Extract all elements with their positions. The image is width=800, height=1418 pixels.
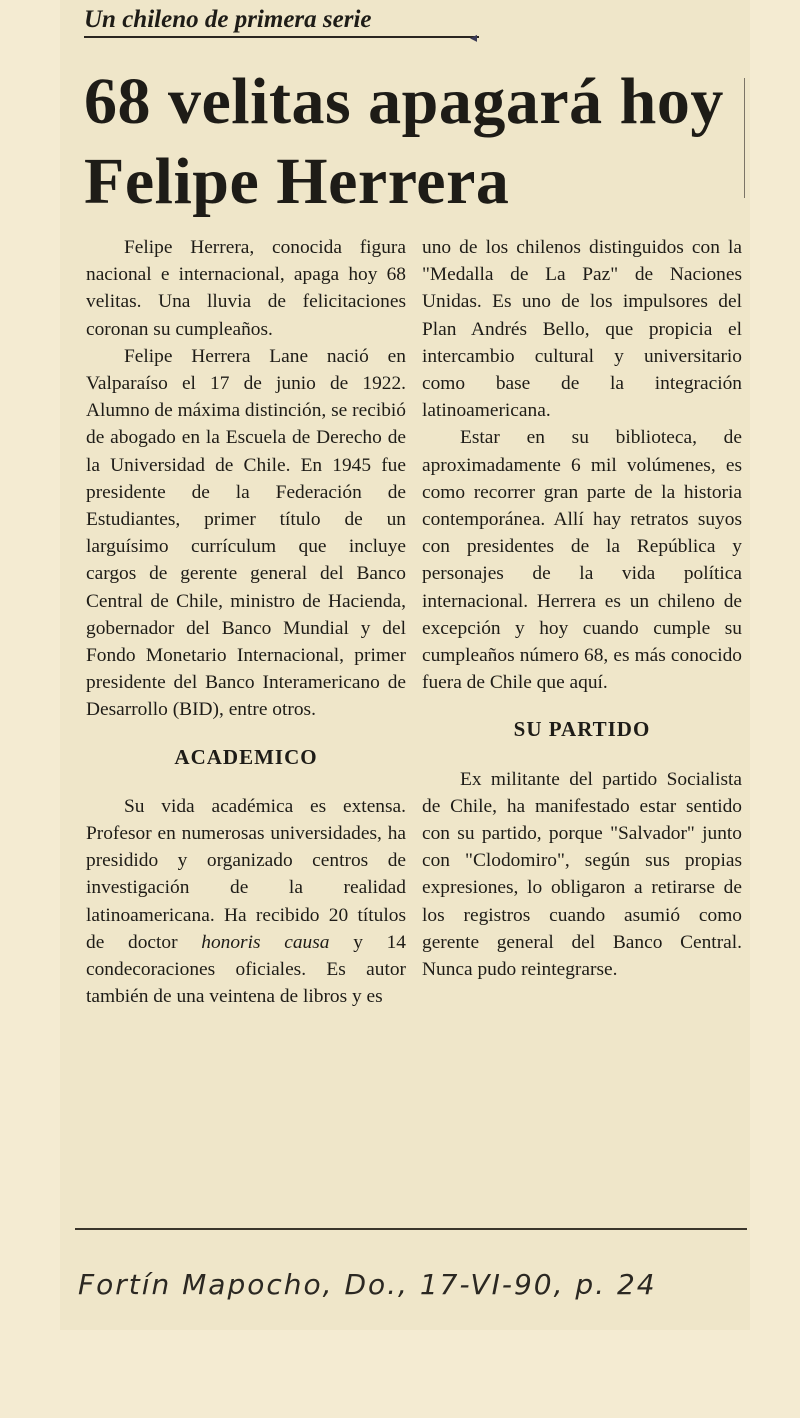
- latin-phrase: honoris causa: [201, 931, 330, 953]
- paragraph-academic: [86, 793, 406, 1011]
- paragraph-biography: Felipe Herrera Lane nació en Valparaíso el 17 de junio de 1922. Alumno de máxima distinción, se recibió de abogado en la Escuela de Derecho de la Universidad de Chile. En 1945 fue presidente de la Federación de Estudiantes, primer título de un larguísimo currículum que incluye cargos de gerente general del Banco Central de Chile, ministro de Hacienda, gobernador del Banco Mundial y del Fondo Monetario Internacional, primer presidente del Banco Interamericano de Desarrollo (BID), entre otros.: [86, 345, 406, 721]
- subhead-academico: ACADEMICO: [174, 744, 318, 769]
- right-column: [422, 234, 742, 983]
- academic-text-start: Su vida académica es extensa. Profesor en numerosas universidades, ha presidido y organizado centros de investigación de la realidad latinoamericana. Ha recibido 20 títulos de doctor: [86, 795, 406, 953]
- left-column: [86, 234, 406, 1010]
- paragraph-continuation: uno de los chilenos distinguidos con la "Medalla de La Paz" de Naciones Unidas. Es uno de los impulsores del Plan Andrés Bello, que propicia el intercambio cultural y universitario como base de la integración latinoamericana.: [422, 237, 742, 422]
- academic-text-end: y 14 condecoraciones oficiales. Es autor también de una veintena de libros y es: [86, 931, 406, 1008]
- pen-mark: ◂: [470, 31, 478, 46]
- kicker-line: Un chileno de primera serie: [84, 6, 479, 38]
- handwritten-source-note: Fortín Mapocho, Do., 17-VI-90, p. 24: [78, 1268, 657, 1301]
- headline: 68 velitas apagará hoy Felipe Herrera: [84, 65, 724, 218]
- column-rule: [744, 78, 745, 198]
- paragraph-party: Ex militante del partido Socialista de Chile, ha manifestado estar sentido con su partido, porque "Salvador" junto con "Clodomiro", según sus propias expresiones, lo obligaron a retirarse de los registros cuando asumió como gerente general del Banco Central. Nunca pudo reintegrarse.: [422, 768, 742, 981]
- bottom-rule: [75, 1228, 747, 1230]
- subhead-su-partido: SU PARTIDO: [513, 717, 651, 742]
- paragraph-library: Estar en su biblioteca, de aproximadamente 6 mil volúmenes, es como recorrer gran parte de la historia contemporánea. Allí hay retratos suyos con presidentes de la República y personajes de la vida política internacional. Herrera es un chileno de excepción y hoy cuando cumple su cumpleaños número 68, es más conocido fuera de Chile que aquí.: [422, 427, 742, 694]
- paragraph-intro: Felipe Herrera, conocida figura nacional e internacional, apaga hoy 68 velitas. Una lluvia de felicitaciones coronan su cumpleaños.: [86, 237, 406, 340]
